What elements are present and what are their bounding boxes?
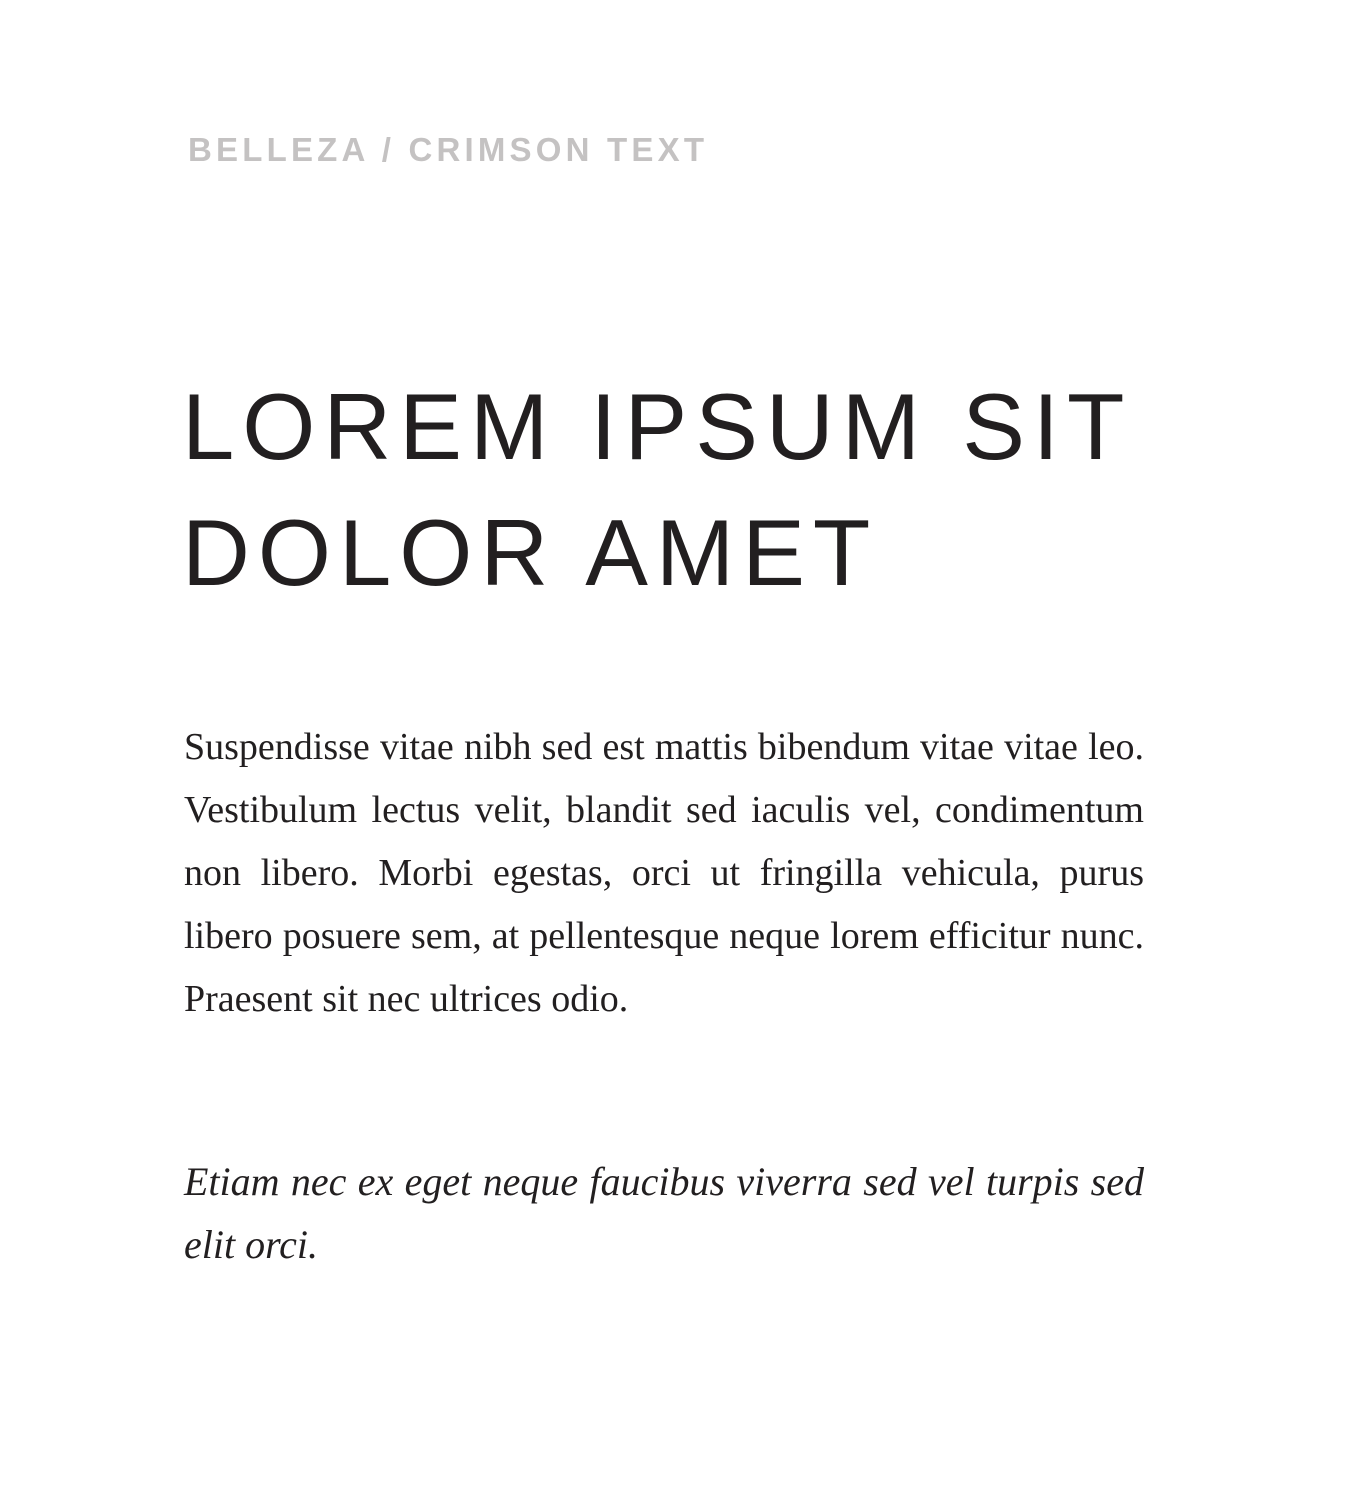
heading-line-2: DOLOR AMET (182, 500, 879, 605)
font-pairing-label: BELLEZA / CRIMSON TEXT (188, 131, 709, 168)
body-paragraph: Suspendisse vitae nibh sed est mattis bibendum vitae vitae leo. Vestibulum lectus velit, blandit sed iaculis vel, condimentum non libero. Morbi egestas, orci ut fringilla vehicula, purus libero posuere sem, at pellentesque neque lorem efficitur nunc. Praesent sit nec ultrices odio. (184, 726, 1144, 1020)
italic-paragraph: Etiam nec ex eget neque faucibus viverra sed vel turpis sed elit orci. (184, 1159, 1144, 1267)
heading-line-1: LOREM IPSUM SIT (182, 374, 1133, 479)
specimen-heading (182, 364, 1182, 616)
